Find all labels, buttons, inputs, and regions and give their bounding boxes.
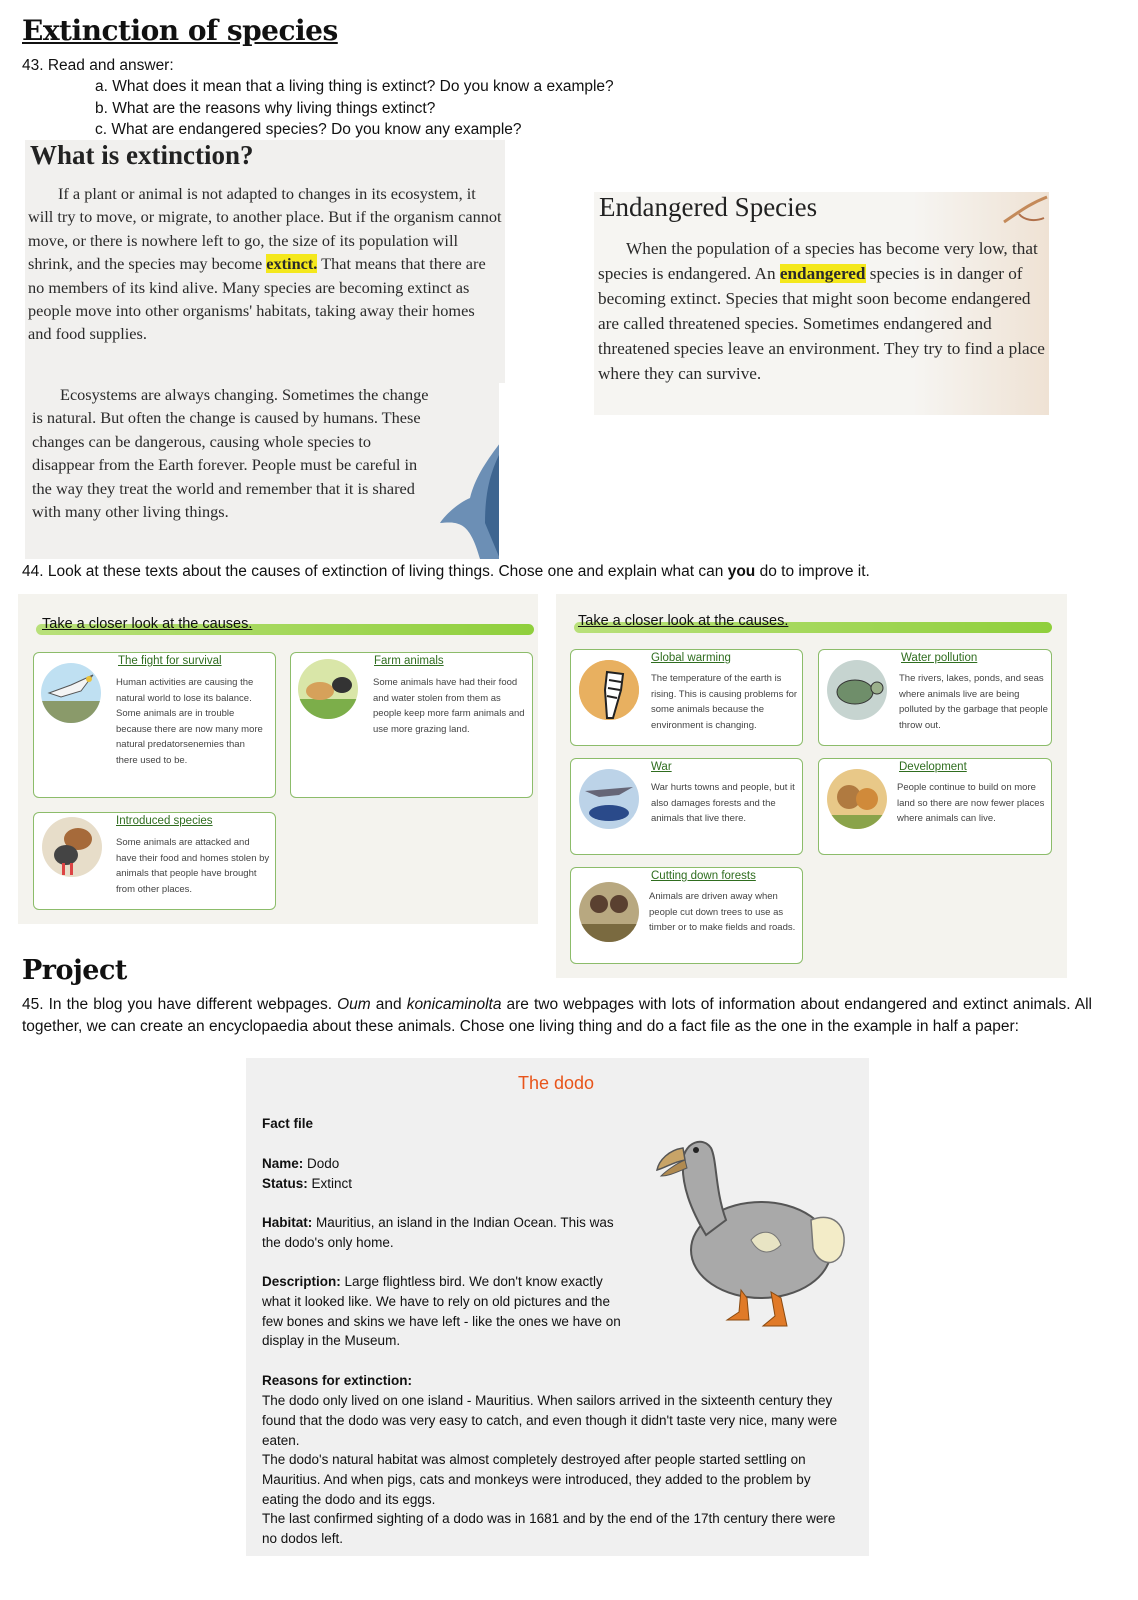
dog-bird-icon <box>42 817 102 877</box>
cause-card-war <box>570 758 803 855</box>
fact-file-heading: Fact file <box>262 1116 314 1131</box>
causes-left-title: Take a closer look at the causes. <box>42 616 253 632</box>
question-44: 44. Look at these texts about the causes of extinction of living things. Chose one and explain what can you do to improve it. <box>22 563 870 580</box>
whale-fin-image <box>430 443 499 559</box>
decoration-branch-image <box>999 192 1049 232</box>
card-body: Some animals are attacked and have their food and homes stolen by animals that people have brought from other places. <box>116 837 270 895</box>
card-title: Development <box>899 761 967 773</box>
extinct-highlight: extinct. <box>266 254 318 274</box>
card-body: War hurts towns and people, but it also damages forests and the animals that live there. <box>651 782 795 824</box>
fact-file-title: The dodo <box>517 1073 595 1093</box>
card-body: People continue to build on more land so there are now fewer places where animals can live. <box>897 782 1045 824</box>
endangered-box <box>594 192 1049 415</box>
page-title: Extinction of species <box>22 14 338 47</box>
bird-icon <box>41 663 101 723</box>
card-body: Animals are driven away when people cut down trees to use as timber or to make fields and roads. <box>649 891 796 933</box>
cause-card-farm-animals <box>290 652 533 798</box>
card-body: Human activities are causing the natural world to lose its balance. Some animals are in trouble because there are now many more natural predatorsenemies than there used to be. <box>116 677 263 766</box>
plane-icon <box>579 769 639 829</box>
card-title: Cutting down forests <box>651 870 756 882</box>
endangered-paragraph: When the population of a species has become very low, that species is endangered. An endangered species is in danger of becoming extinct. Species that might soon become endangered are called threatened species. Sometimes endangered and threatened species leave an environment. They try to find a place where they can survive. <box>598 239 1045 383</box>
causes-panel-right <box>556 594 1067 978</box>
endangered-title: Endangered Species <box>599 192 818 222</box>
causes-right-title: Take a closer look at the causes. <box>578 613 789 629</box>
cause-card-water-pollution <box>818 649 1052 746</box>
card-body: The temperature of the earth is rising. This is causing problems for some animals because the environment is changing. <box>651 673 798 731</box>
fact-reasons-3: The last confirmed sighting of a dodo was in 1681 and by the end of the 17th century there were no dodos left. <box>262 1511 836 1546</box>
extinction-paragraph-1: If a plant or animal is not adapted to changes in its ecosystem, it will try to move, or migrate, to another place. But if the organism cannot move, or there is nowhere left to go, the size of its population will shrink, and the species may become extinct. That means that there are no members of its kind alive. Many species are becoming extinct as people move into other organisms' habitats, taking away their homes and food supplies. <box>28 184 502 344</box>
cause-card-introduced-species <box>33 812 276 910</box>
extinction-title: What is extinction? <box>30 140 254 170</box>
project-heading: Project <box>22 955 127 986</box>
causes-panel-left <box>18 594 538 924</box>
endangered-highlight: endangered <box>779 264 866 283</box>
fact-reasons-1: The dodo only lived on one island - Mauritius. When sailors arrived in the sixteenth century they found that the dodo was very easy to catch, and even though it didn't taste very nice, many were eaten. <box>262 1393 838 1448</box>
card-body: Some animals have had their food and water stolen from them as people keep more farm animals and use more grazing land. <box>373 677 525 735</box>
turtle-icon <box>827 660 887 720</box>
monkey-family-icon <box>579 882 639 942</box>
extinction-box-2 <box>25 383 499 559</box>
fact-file-card <box>246 1058 869 1556</box>
card-title: War <box>651 761 672 773</box>
question-45: 45. In the blog you have different webpages. Oum and konicaminolta are two webpages with lots of information about endangered and extinct animals. All together, we can create an encyclopaedia about these animals. Chose one living thing and do a fact file as the one in the example in half a paper: <box>22 996 1092 1035</box>
fact-name: Name: Dodo <box>262 1156 340 1171</box>
cow-icon <box>298 659 358 719</box>
fact-reasons-2: The dodo's natural habitat was almost completely destroyed after people started settling on Mauritius. And when pigs, cats and monkeys were introduced, they added to the problem by eating the dodo and its eggs. <box>262 1452 811 1507</box>
cause-card-global-warming <box>570 649 803 746</box>
cause-card-cutting-down-forests <box>570 867 803 964</box>
card-title: The fight for survival <box>118 655 222 667</box>
card-title: Introduced species <box>116 815 213 827</box>
cause-card-fight-for-survival <box>33 652 276 798</box>
fact-description: Description: Large flightless bird. We don't know exactly what it looked like. We have to rely on old pictures and the few bones and skins we have left - like the ones we have on display in the Museum. <box>262 1274 621 1349</box>
fact-status: Status: Extinct <box>262 1176 353 1191</box>
dodo-image <box>651 1130 856 1338</box>
card-title: Water pollution <box>901 652 978 664</box>
zebra-icon <box>579 660 639 720</box>
extinction-box <box>25 140 505 383</box>
cause-card-development <box>818 758 1052 855</box>
question-43-a: a. What does it mean that a living thing is extinct? Do you know a example? <box>95 78 614 95</box>
fact-reasons-label: Reasons for extinction: <box>262 1373 413 1388</box>
card-title: Farm animals <box>374 655 444 667</box>
fact-habitat: Habitat: Mauritius, an island in the Indian Ocean. This was the dodo's only home. <box>262 1215 614 1250</box>
monkey-icon <box>827 769 887 829</box>
question-43-c: c. What are endangered species? Do you know any example? <box>95 121 522 138</box>
extinction-paragraph-2: Ecosystems are always changing. Sometimes the change is natural. But often the change is caused by humans. These changes can be dangerous, causing whole species to disappear from the Earth forever. People must be careful in the way they treat the world and remember that it is shared with many other living things. <box>32 385 429 522</box>
card-title: Global warming <box>651 652 731 664</box>
card-body: The rivers, lakes, ponds, and seas where animals live are being polluted by the garbage that people throw out. <box>899 673 1048 731</box>
question-43-prompt: 43. Read and answer: <box>22 57 174 74</box>
question-43-b: b. What are the reasons why living things extinct? <box>95 100 436 117</box>
